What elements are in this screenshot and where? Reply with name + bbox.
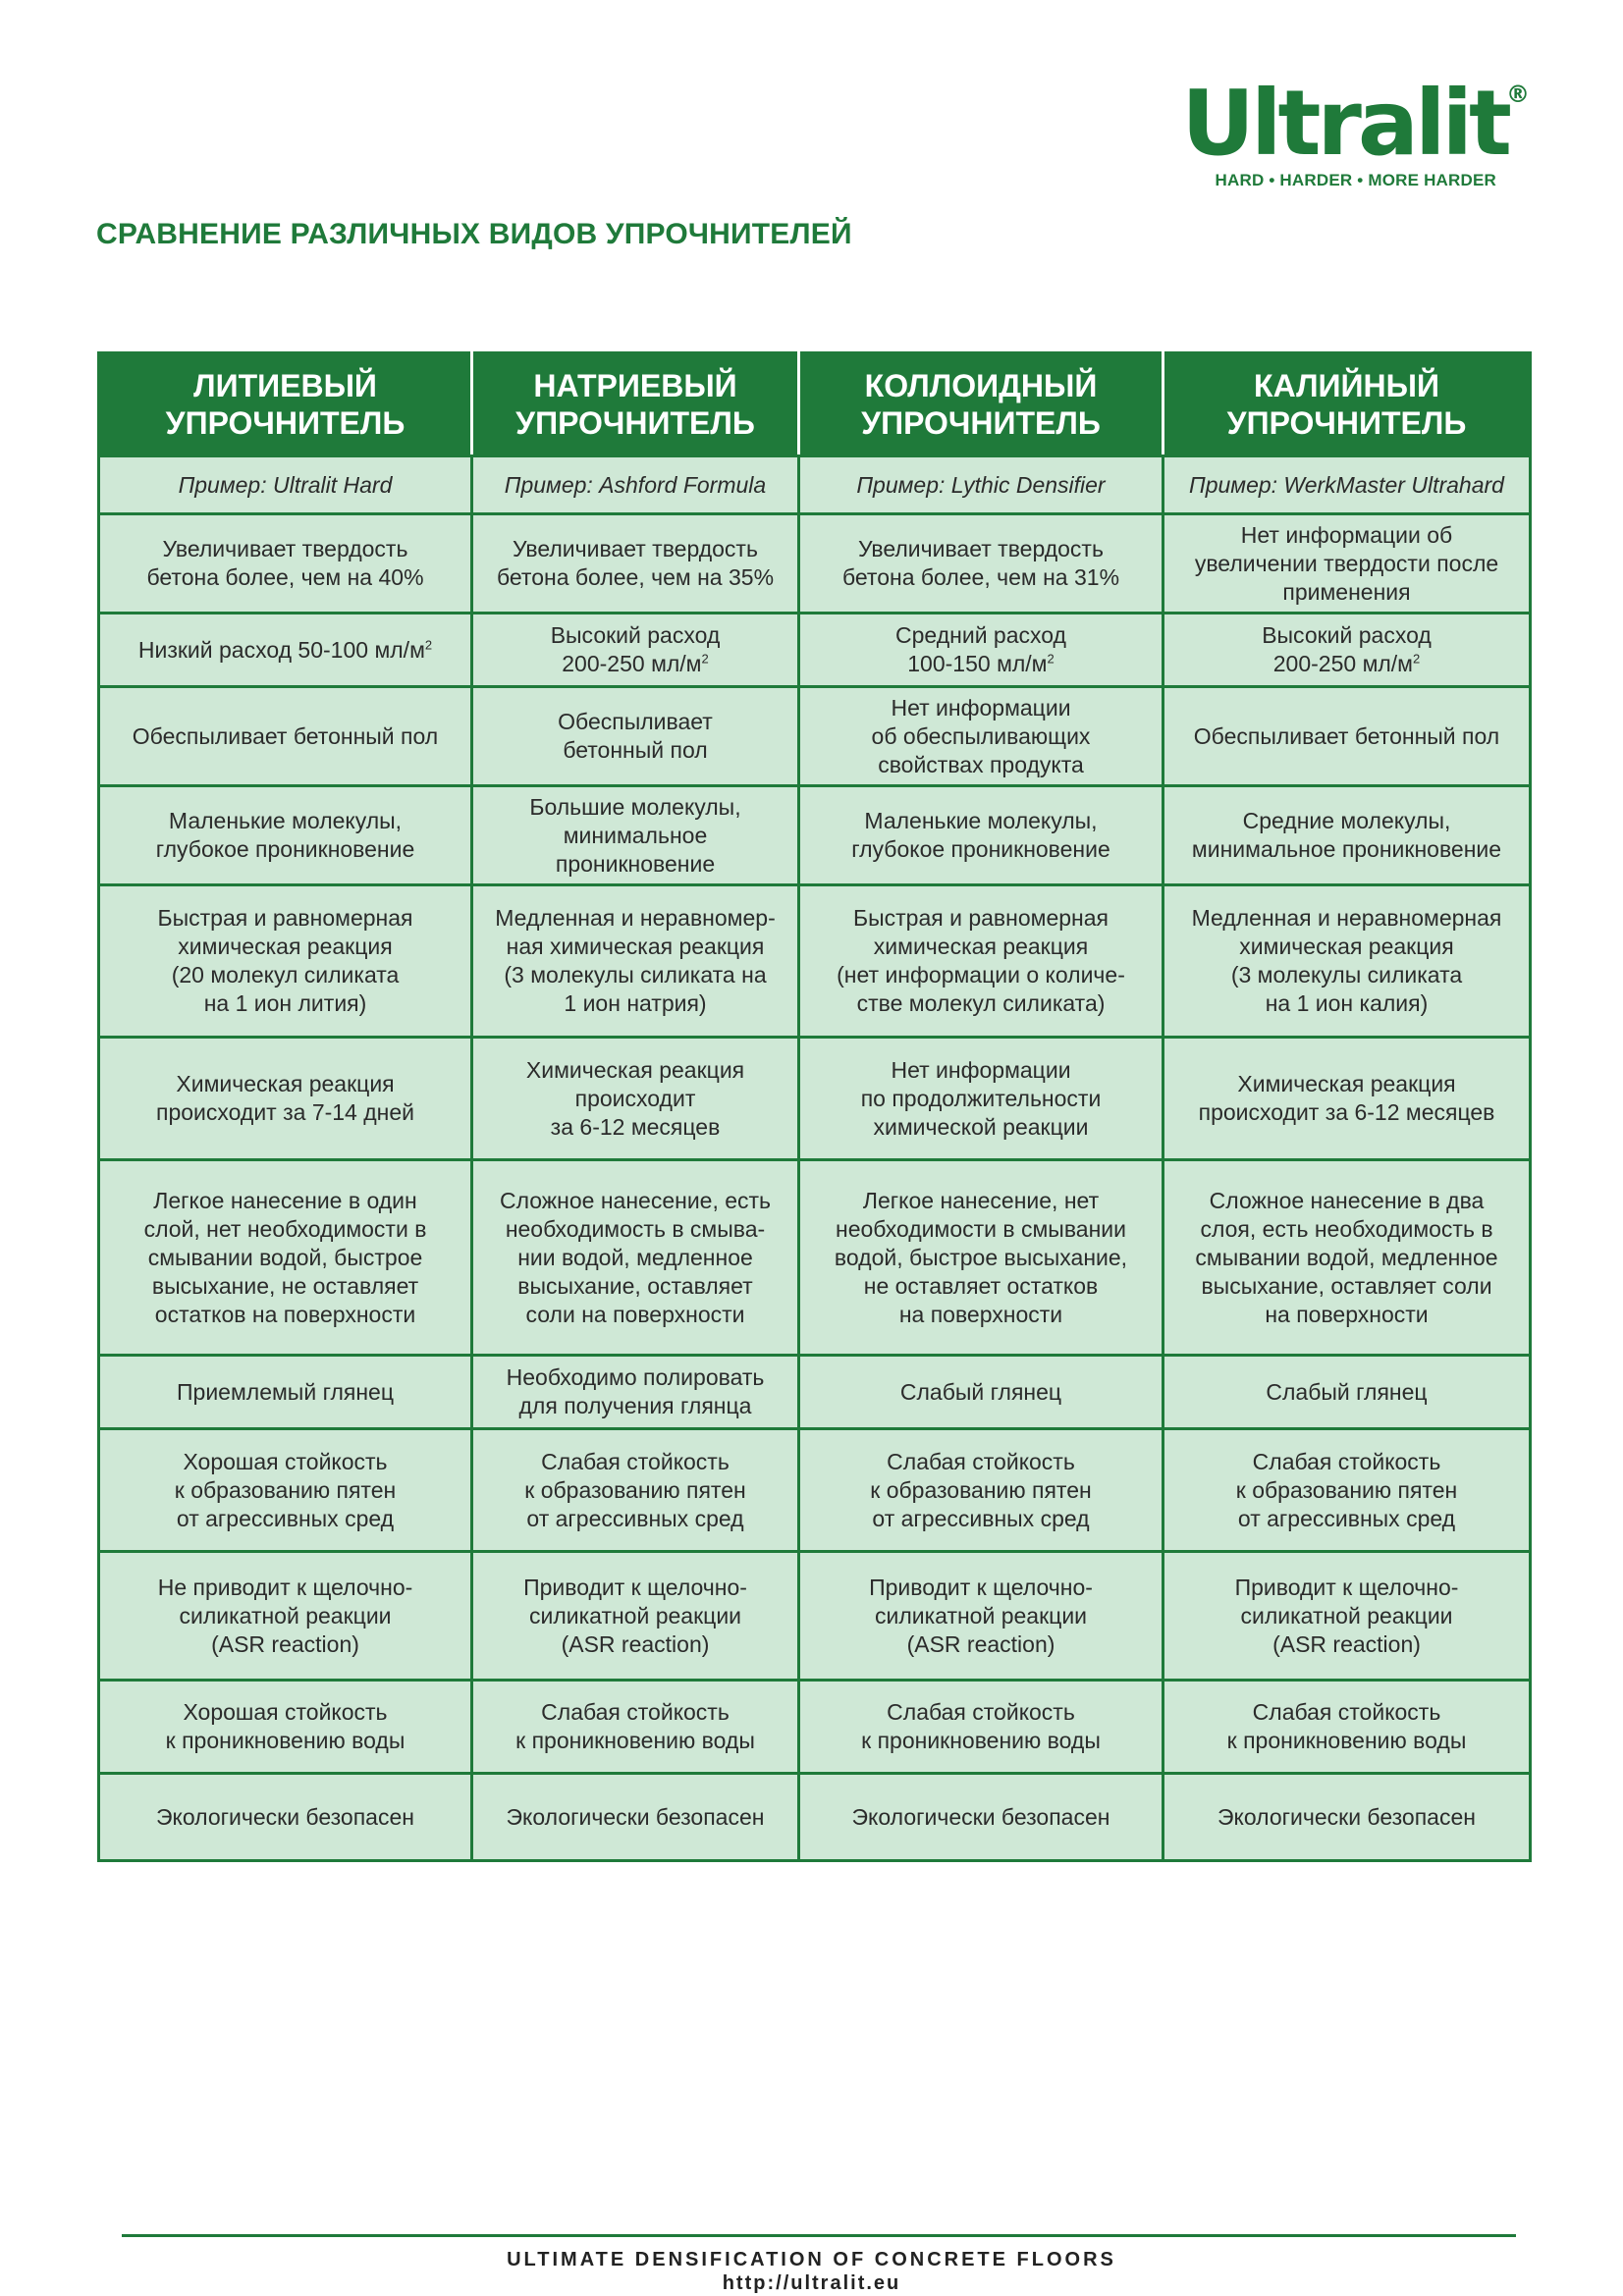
ultralit-logo [1181,71,1530,192]
header-sodium: НАТРИЕВЫЙ УПРОЧНИТЕЛЬ [472,353,799,456]
table-cell: Химическая реакция происходит за 6-12 месяцев [1163,1038,1531,1160]
table-cell: Увеличивает твердость бетона более, чем на 40% [99,514,472,614]
table-cell: Медленная и неравномерная химическая реакция (3 молекулы силиката на 1 ион калия) [1163,885,1531,1038]
table-cell: Экологически безопасен [799,1774,1163,1861]
table-cell: Приводит к щелочно- силикатной реакции (ASR reaction) [799,1552,1163,1681]
superscript-two: 2 [424,636,433,652]
table-cell: Пример: Lythic Densifier [799,456,1163,514]
registered-mark: ® [1506,80,1530,108]
table-row [99,786,1531,885]
page-title: СРАВНЕНИЕ РАЗЛИЧНЫХ ВИДОВ УПРОЧНИТЕЛЕЙ [96,218,852,250]
table-cell: Экологически безопасен [1163,1774,1531,1861]
table-cell: Нет информации об обеспыливающих свойствах продукта [799,687,1163,786]
comparison-table [97,351,1532,1862]
table-cell: Увеличивает твердость бетона более, чем на 31% [799,514,1163,614]
table-cell: Химическая реакция происходит за 6-12 месяцев [472,1038,799,1160]
table-cell: Приводит к щелочно- силикатной реакции (ASR reaction) [1163,1552,1531,1681]
header-colloidal: КОЛЛОИДНЫЙ УПРОЧНИТЕЛЬ [799,353,1163,456]
table-cell: Приводит к щелочно- силикатной реакции (ASR reaction) [472,1552,799,1681]
table-row [99,514,1531,614]
table-cell: Нет информации по продолжительности химической реакции [799,1038,1163,1160]
footer-url[interactable]: http://ultralit.eu [722,2272,901,2294]
table-cell: Пример: Ashford Formula [472,456,799,514]
table-cell: Высокий расход 200-250 $мл/м^2$ [1163,614,1531,687]
table-row [99,614,1531,687]
table-cell: Высокий расход 200-250 $мл/м^2$ [472,614,799,687]
table-cell: Низкий расход 50-100 $мл/м^2$ [99,614,472,687]
table-cell: Слабая стойкость к образованию пятен от агрессивных сред [799,1429,1163,1552]
table-cell: Пример: Ultralit Hard [99,456,472,514]
table-cell: Слабый глянец [1163,1356,1531,1429]
table-cell: Сложное нанесение в два слоя, есть необходимость в смывании водой, медленное высыхание, оставляет соли на поверхности [1163,1160,1531,1356]
table-cell: Легкое нанесение, нет необходимости в смывании водой, быстрое высыхание, не оставляет остатков на поверхности [799,1160,1163,1356]
superscript-two: 2 [1413,651,1421,667]
logo-tagline: HARD • HARDER • MORE HARDER [1215,171,1496,189]
table-cell: Маленькие молекулы, глубокое проникновение [799,786,1163,885]
superscript-two: 2 [1047,651,1055,667]
table-cell: Экологически безопасен [472,1774,799,1861]
footer-slogan: ULTIMATE DENSIFICATION OF CONCRETE FLOORS [507,2249,1116,2270]
table-row [99,1552,1531,1681]
table-cell: Легкое нанесение в один слой, нет необходимости в смывании водой, быстрое высыхание, не оставляет остатков на поверхности [99,1160,472,1356]
table-cell: Пример: WerkMaster Ultrahard [1163,456,1531,514]
table-row [99,687,1531,786]
table-cell: Большие молекулы, минимальное проникновение [472,786,799,885]
table-cell: Нет информации об увеличении твердости после применения [1163,514,1531,614]
table-cell: Увеличивает твердость бетона более, чем на 35% [472,514,799,614]
table-row [99,1429,1531,1552]
table-cell: Слабая стойкость к образованию пятен от агрессивных сред [1163,1429,1531,1552]
table-cell: Слабый глянец [799,1356,1163,1429]
superscript-two: 2 [701,651,709,667]
table-cell: Химическая реакция происходит за 7-14 дней [99,1038,472,1160]
table-cell: Быстрая и равномерная химическая реакция (20 молекул силиката на 1 ион лития) [99,885,472,1038]
table-cell: Средний расход 100-150 $мл/м^2$ [799,614,1163,687]
table-cell: Хорошая стойкость к образованию пятен от агрессивных сред [99,1429,472,1552]
table-cell: Сложное нанесение, есть необходимость в смыва- нии водой, медленное высыхание, оставляет соли на поверхности [472,1160,799,1356]
table-cell: Слабая стойкость к проникновению воды [472,1681,799,1774]
table-cell: Необходимо полировать для получения глянца [472,1356,799,1429]
table-cell: Быстрая и равномерная химическая реакция (нет информации о количе- стве молекул силиката) [799,885,1163,1038]
table-row [99,1774,1531,1861]
header-lithium: ЛИТИЕВЫЙ УПРОЧНИТЕЛЬ [99,353,472,456]
table-cell: Средние молекулы, минимальное проникновение [1163,786,1531,885]
table-cell: Обеспыливает бетонный пол [1163,687,1531,786]
header-potassium: КАЛИЙНЫЙ УПРОЧНИТЕЛЬ [1163,353,1531,456]
table-row [99,1681,1531,1774]
footer-divider [122,2234,1516,2237]
footer [0,2248,1623,2295]
table-cell: Медленная и неравномер- ная химическая реакция (3 молекулы силиката на 1 ион натрия) [472,885,799,1038]
table-cell: Приемлемый глянец [99,1356,472,1429]
table-header-row [99,353,1531,456]
table-row [99,1356,1531,1429]
table-cell: Экологически безопасен [99,1774,472,1861]
table-cell: Слабая стойкость к проникновению воды [1163,1681,1531,1774]
table-row [99,1038,1531,1160]
table-row [99,885,1531,1038]
table-cell: Хорошая стойкость к проникновению воды [99,1681,472,1774]
table-cell: Обеспыливает бетонный пол [472,687,799,786]
table-cell: Не приводит к щелочно- силикатной реакции (ASR reaction) [99,1552,472,1681]
table-cell: Слабая стойкость к образованию пятен от агрессивных сред [472,1429,799,1552]
logo-wordmark: Ultralit [1181,71,1508,176]
table-cell: Обеспыливает бетонный пол [99,687,472,786]
table-row [99,1160,1531,1356]
table-cell: Слабая стойкость к проникновению воды [799,1681,1163,1774]
example-row [99,456,1531,514]
table-cell: Маленькие молекулы, глубокое проникновение [99,786,472,885]
